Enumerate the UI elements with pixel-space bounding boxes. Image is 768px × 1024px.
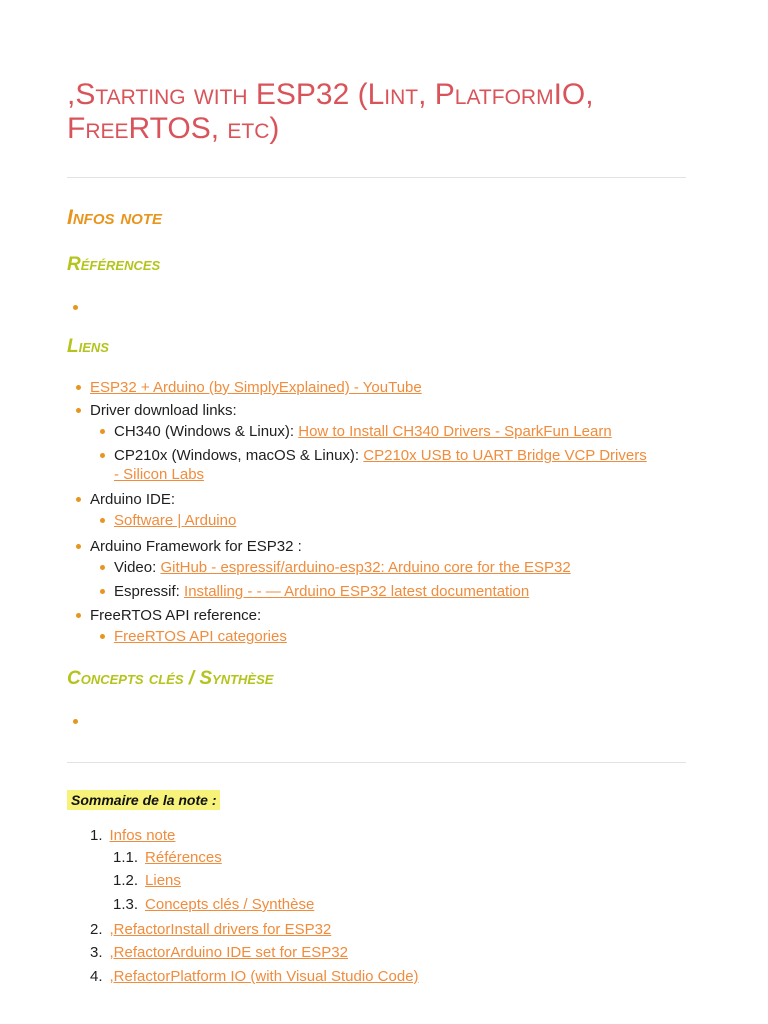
- list-item: [90, 401, 237, 420]
- list-item: [90, 606, 261, 625]
- summary-item: [90, 826, 175, 845]
- summary-link-liens[interactable]: Liens: [145, 872, 181, 889]
- summary-link-concepts[interactable]: Concepts clés / Synthèse: [145, 896, 315, 913]
- summary-number: 1.: [90, 827, 103, 844]
- heading-concepts: Concepts clés / Synthèse: [67, 668, 274, 689]
- summary-link-arduino-ide[interactable]: ,RefactorArduino IDE set for ESP32: [109, 944, 348, 961]
- summary-link-references[interactable]: Références: [145, 849, 222, 866]
- summary-link-platformio[interactable]: ,RefactorPlatform IO (with Visual Studio Code): [109, 968, 419, 985]
- list-item: [114, 582, 529, 601]
- summary-item: [113, 871, 181, 890]
- list-item-continuation: [114, 465, 204, 484]
- summary-item: [90, 943, 348, 962]
- list-item: [90, 490, 175, 509]
- arduino-framework-label: Arduino Framework for ESP32 :: [90, 538, 302, 555]
- freertos-api-link[interactable]: FreeRTOS API categories: [114, 628, 287, 645]
- summary-number: 1.1.: [113, 849, 139, 866]
- cp210x-driver-link-continued[interactable]: - Silicon Labs: [114, 466, 205, 483]
- list-item: [114, 446, 647, 465]
- empty-bullet-references: [73, 305, 78, 310]
- summary-number: 1.3.: [113, 896, 139, 913]
- summary-label: Sommaire de la note :: [67, 790, 220, 810]
- summary-item: [113, 895, 314, 914]
- summary-link-infos-note[interactable]: Infos note: [109, 827, 176, 844]
- cp210x-label: CP210x (Windows, macOS & Linux):: [114, 447, 364, 464]
- divider-top: [67, 177, 686, 178]
- youtube-esp32-arduino-link[interactable]: ESP32 + Arduino (by SimplyExplained) - YouTube: [90, 379, 422, 396]
- list-item: [114, 511, 236, 530]
- summary-item: [90, 920, 331, 939]
- divider-bottom: [67, 762, 686, 763]
- summary-number: 2.: [90, 921, 103, 938]
- summary-number: 3.: [90, 944, 103, 961]
- summary-number: 4.: [90, 968, 103, 985]
- driver-download-label: Driver download links:: [90, 402, 237, 419]
- list-item: [90, 537, 302, 556]
- heading-references: Références: [67, 254, 161, 275]
- heading-liens: Liens: [67, 336, 109, 357]
- list-item: [114, 627, 287, 646]
- espressif-label: Espressif:: [114, 583, 185, 600]
- ch340-label: CH340 (Windows & Linux):: [114, 423, 299, 440]
- arduino-ide-label: Arduino IDE:: [90, 491, 176, 508]
- espressif-installing-link[interactable]: Installing - - — Arduino ESP32 latest documentation: [184, 583, 530, 600]
- heading-infos-note: Infos note: [67, 206, 163, 229]
- list-item: [114, 558, 571, 577]
- summary-link-install-drivers[interactable]: ,RefactorInstall drivers for ESP32: [109, 921, 332, 938]
- list-item: [114, 422, 612, 441]
- arduino-software-link[interactable]: Software | Arduino: [114, 512, 237, 529]
- video-label: Video:: [114, 559, 161, 576]
- cp210x-driver-link[interactable]: CP210x USB to UART Bridge VCP Drivers: [363, 447, 647, 464]
- github-arduino-esp32-link[interactable]: GitHub - espressif/arduino-esp32: Arduino core for the ESP32: [160, 559, 571, 576]
- summary-number: 1.2.: [113, 872, 139, 889]
- list-item: [90, 378, 422, 397]
- empty-bullet-concepts: [73, 719, 78, 724]
- ch340-driver-link[interactable]: How to Install CH340 Drivers - SparkFun Learn: [298, 423, 612, 440]
- page-title: ,Starting with ESP32 (Lint, PlatformIO, FreeRTOS, etc): [67, 78, 594, 145]
- summary-item: [113, 848, 222, 867]
- freertos-label: FreeRTOS API reference:: [90, 607, 262, 624]
- summary-item: [90, 967, 419, 986]
